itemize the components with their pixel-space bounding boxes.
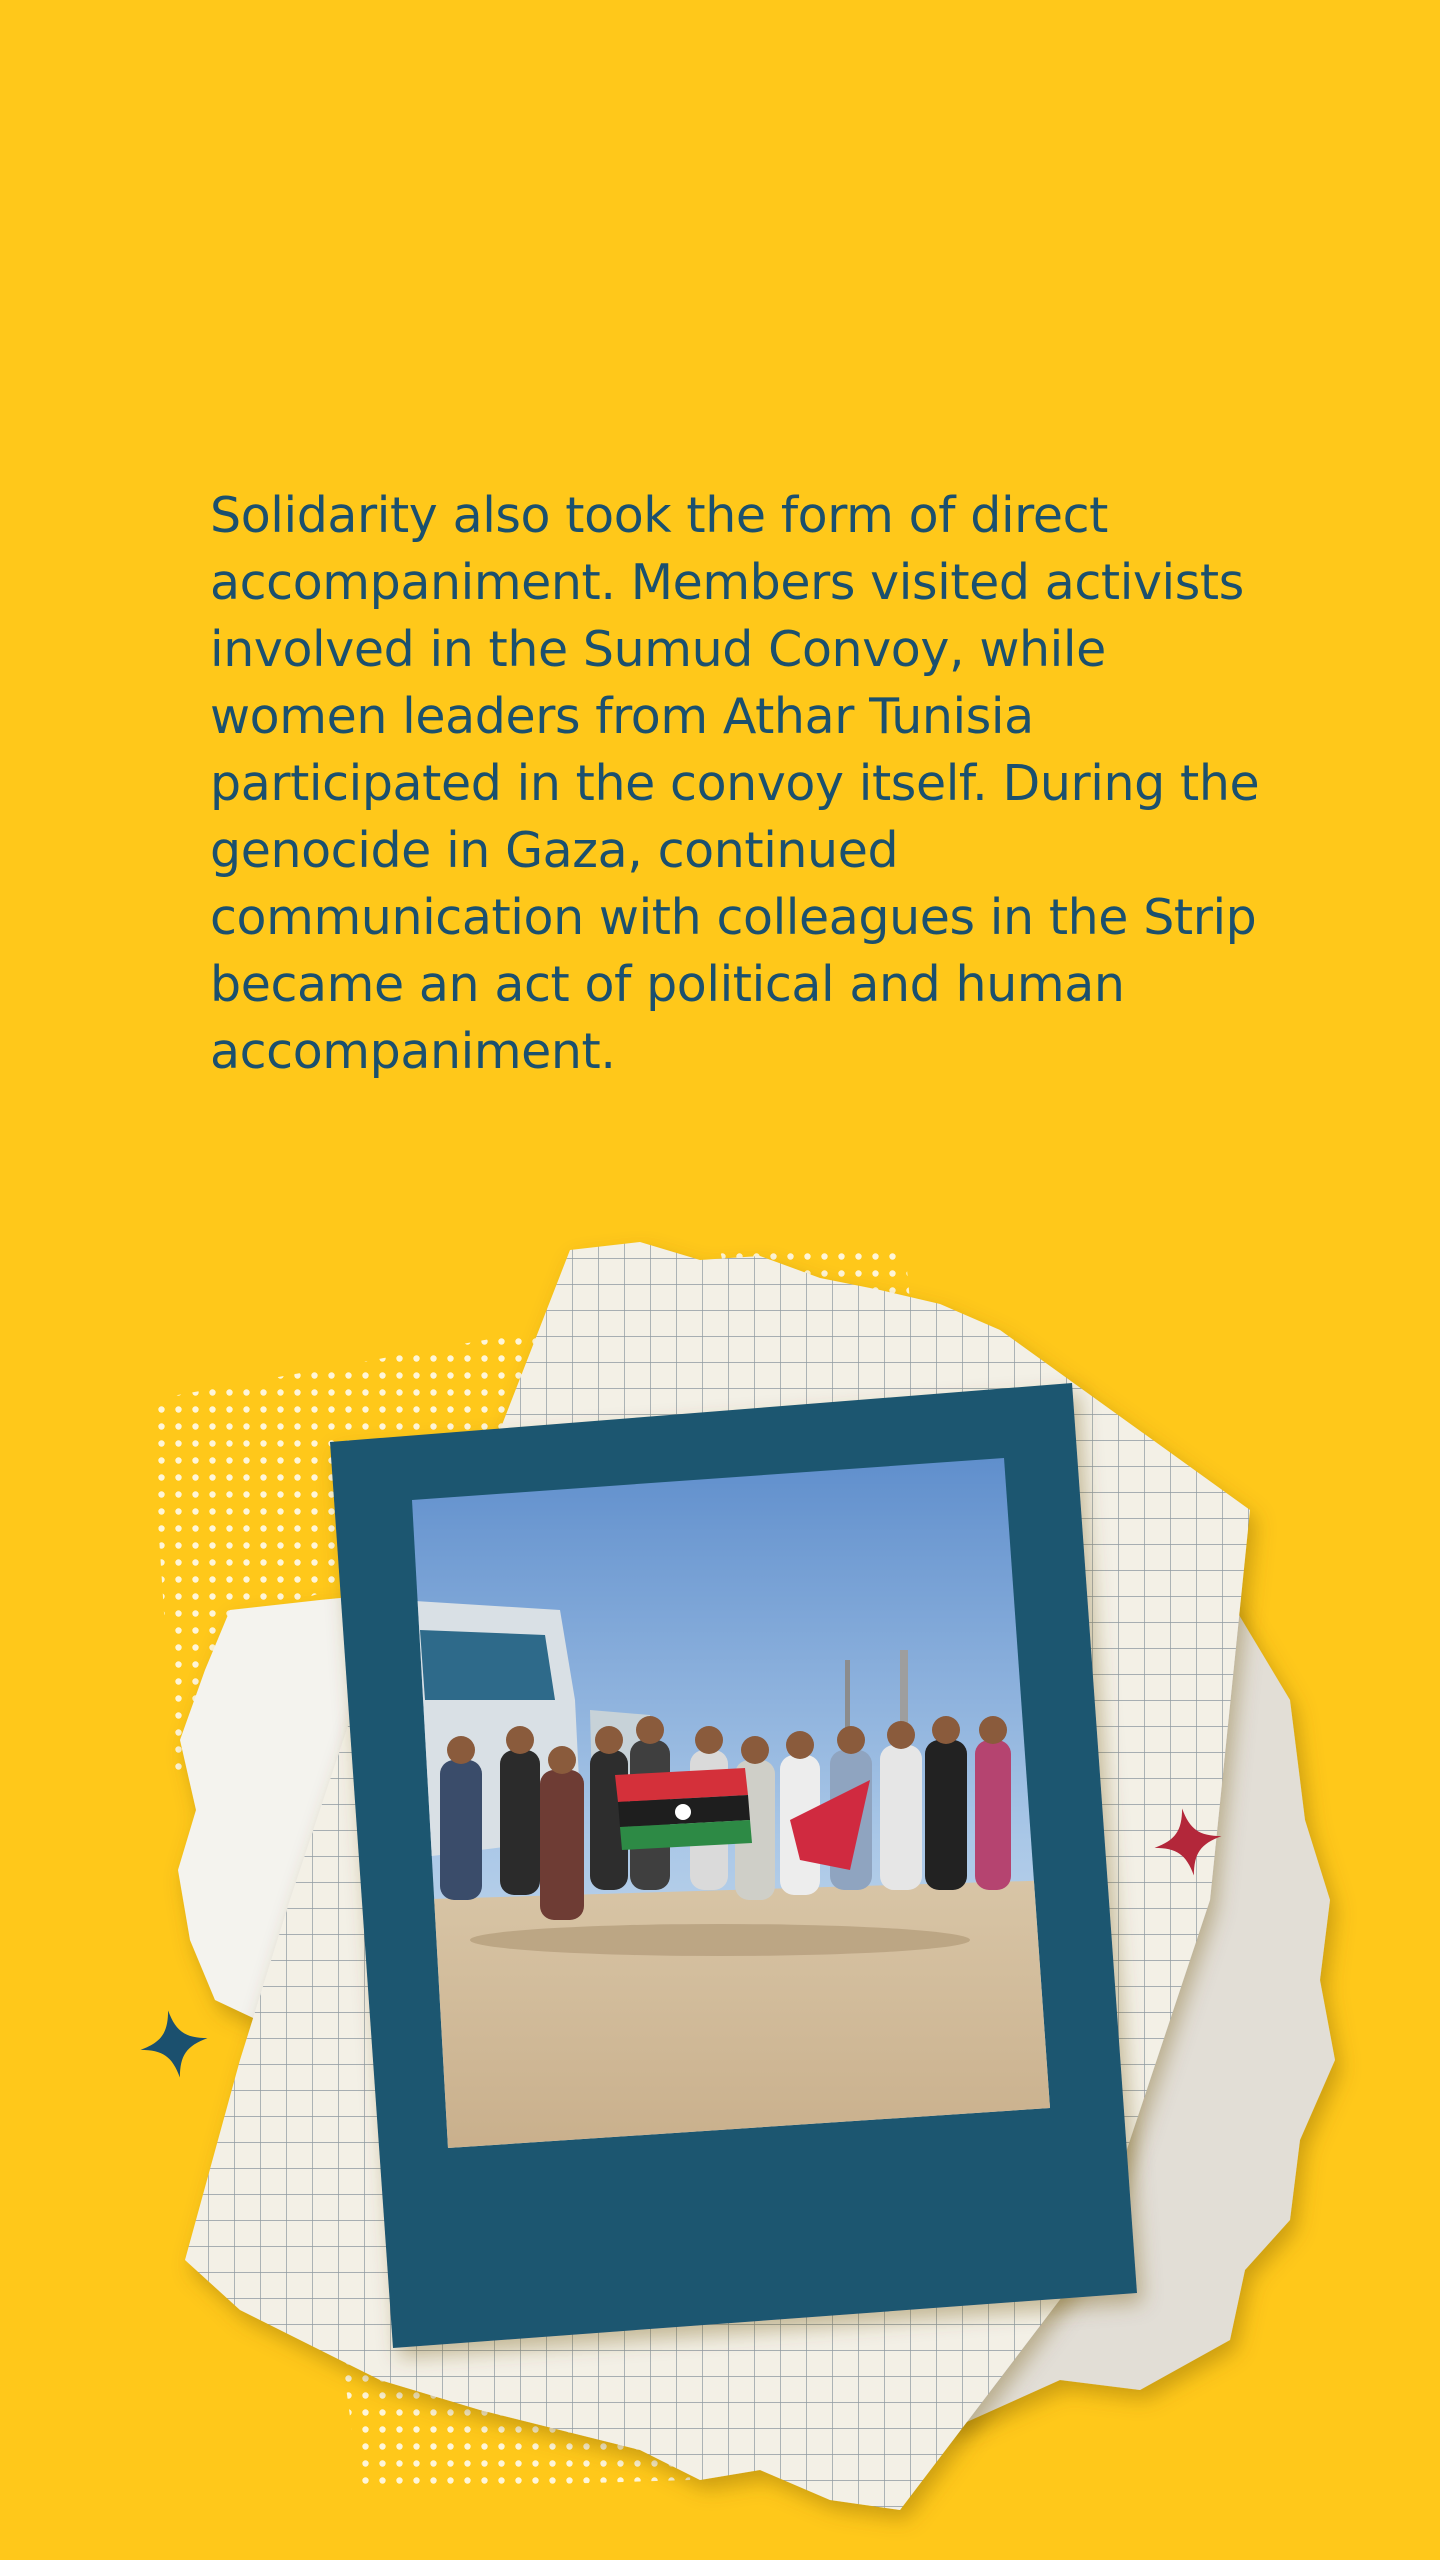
photo-collage (0, 1180, 1440, 2560)
body-paragraph: Solidarity also took the form of direct accompaniment. Members visited activists involved in the Sumud Convoy, while women leaders from Athar Tunisia participated in the convoy itself. During the genocide in Gaza, continued communication with colleagues in the Strip became an act of political and human accompaniment. (210, 487, 1260, 1080)
flag (615, 1768, 752, 1850)
teal-sparkle-icon (135, 2005, 214, 2084)
photo (380, 1440, 1080, 2170)
collage-illustration (0, 1180, 1440, 2560)
